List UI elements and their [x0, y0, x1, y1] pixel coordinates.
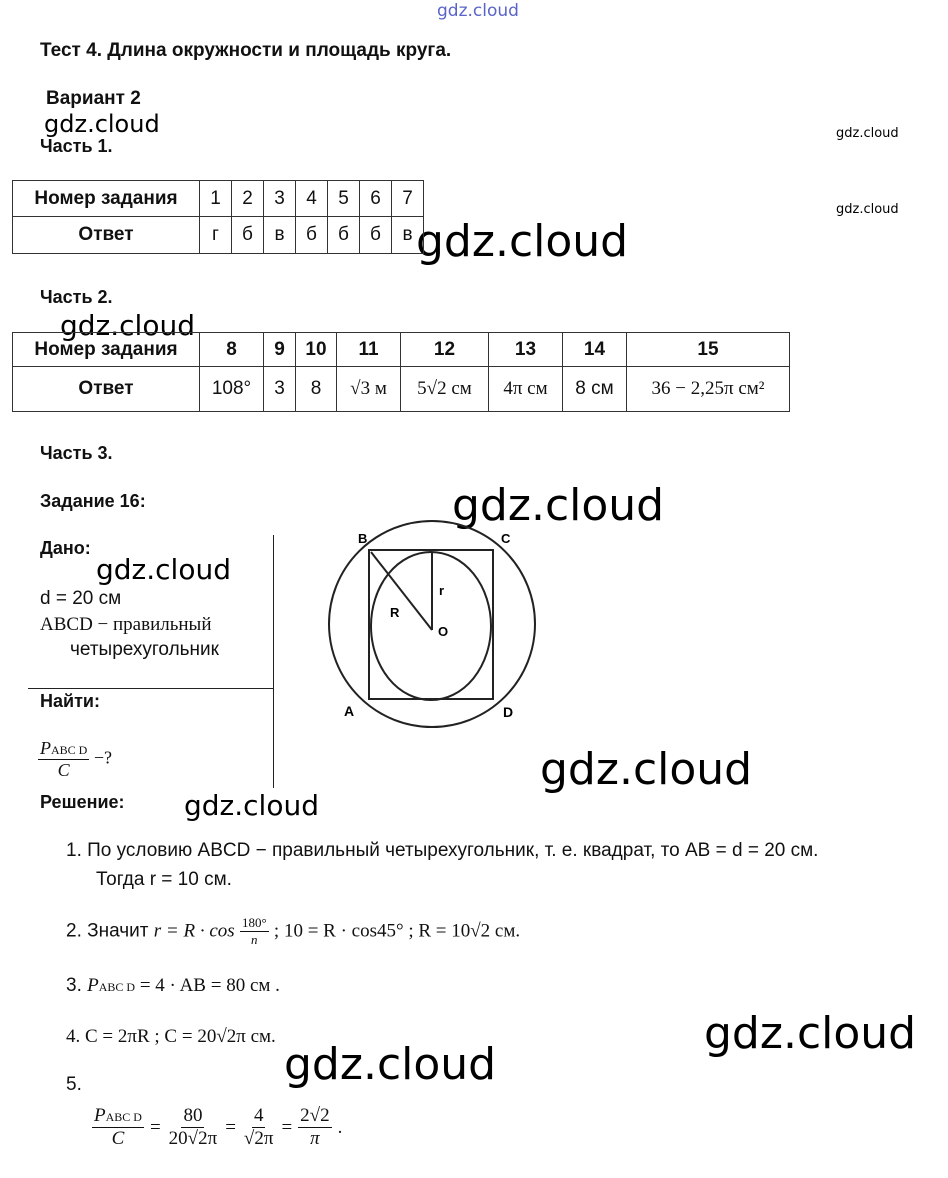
step-5-end: .	[337, 1116, 343, 1138]
watermark: gdz.cloud	[44, 110, 160, 138]
task-number: 14	[563, 333, 627, 367]
task-number: 12	[401, 333, 489, 367]
label-r: r	[439, 583, 445, 598]
task-number: 3	[264, 181, 296, 217]
task-number: 15	[627, 333, 790, 367]
task-number: 4	[296, 181, 328, 217]
label-b: B	[358, 531, 368, 546]
watermark: gdz.cloud	[184, 789, 319, 822]
part1-heading: Часть 1.	[40, 136, 113, 156]
step-2-frac-num: 180°	[241, 915, 267, 930]
label-a: A	[344, 703, 355, 719]
answer-cell: 8	[296, 367, 337, 412]
page-title: Тест 4. Длина окружности и площадь круга.	[40, 40, 452, 61]
task-number: 5	[328, 181, 360, 217]
step-2-formula-b: ; 10 = R · cos45° ; R = 10√2 см.	[273, 920, 521, 942]
watermark: gdz.cloud	[704, 1008, 917, 1059]
answer-cell: 8 см	[563, 367, 627, 412]
task-number: 13	[489, 333, 563, 367]
variant-label: Вариант 2	[46, 88, 141, 109]
answer-row	[13, 217, 424, 254]
given-shape-cont: четырехугольник	[70, 639, 219, 660]
vertical-divider	[273, 535, 274, 788]
watermark: gdz.cloud	[96, 553, 231, 586]
part2-table	[12, 332, 790, 412]
watermark: gdz.cloud	[416, 216, 629, 267]
label-R: R	[390, 605, 400, 620]
answer-row-label: Ответ	[13, 217, 200, 254]
solution-heading: Решение:	[40, 792, 125, 812]
task-row-label: Номер задания	[13, 333, 200, 367]
answer-cell: в	[264, 217, 296, 254]
given-shape	[40, 614, 212, 636]
solution-step-5-prefix: 5.	[66, 1074, 82, 1095]
answer-cell: 36 − 2,25π см²	[627, 367, 790, 412]
answer-cell: 5√2 см	[401, 367, 489, 412]
task-number: 9	[264, 333, 296, 367]
task-number: 11	[337, 333, 401, 367]
answer-cell: г	[200, 217, 232, 254]
step-5-f2-den: 20√2π	[168, 1128, 218, 1149]
answer-cell: в	[392, 217, 424, 254]
watermark: gdz.cloud	[452, 480, 665, 531]
step-5-f1-den: C	[111, 1128, 125, 1149]
radius-R-line	[371, 552, 432, 630]
answer-cell: √3 м	[337, 367, 401, 412]
answer-row-label: Ответ	[13, 367, 200, 412]
task-number: 10	[296, 333, 337, 367]
solution-step-3	[66, 975, 280, 997]
answer-cell: б	[360, 217, 392, 254]
task-row	[13, 333, 790, 367]
watermark: gdz.cloud	[540, 744, 753, 795]
task-number: 6	[360, 181, 392, 217]
task-number: 8	[200, 333, 264, 367]
part1-table	[12, 180, 424, 254]
watermark-top: gdz.cloud	[437, 1, 519, 21]
step-2-formula-a: r = R · cos	[153, 920, 235, 942]
task-number: 2	[232, 181, 264, 217]
answer-cell: б	[296, 217, 328, 254]
step-5-eq: =	[149, 1116, 161, 1138]
answer-cell: 3	[264, 367, 296, 412]
given-heading: Дано:	[40, 538, 91, 558]
task-number: 1	[200, 181, 232, 217]
step-5-f3-num: 4	[253, 1105, 264, 1126]
task-number: 7	[392, 181, 424, 217]
solution-step-1: 1. По условию ABCD − правильный четырехугольник, т. е. квадрат, то AB = d = 20 см.	[66, 840, 819, 861]
find-suffix: −?	[93, 747, 112, 768]
answer-row	[13, 367, 790, 412]
step-5-f1-sub: ABC D	[105, 1110, 142, 1124]
solution-step-4: 4. C = 2πR ; C = 20√2π см.	[66, 1026, 276, 1047]
label-c: C	[501, 531, 511, 546]
given-diameter: d = 20 см	[40, 588, 122, 609]
watermark: gdz.cloud	[836, 202, 899, 217]
find-den: C	[57, 760, 70, 780]
part3-heading: Часть 3.	[40, 443, 113, 463]
step-3-prefix: 3.	[66, 975, 82, 996]
step-2-frac-den: n	[251, 932, 258, 947]
part2-heading: Часть 2.	[40, 287, 113, 307]
watermark: gdz.cloud	[60, 309, 195, 342]
task-row	[13, 181, 424, 217]
geometry-figure	[320, 520, 550, 730]
find-num: P	[40, 738, 51, 758]
step-5-f3-den: √2π	[243, 1128, 274, 1149]
step-5-f4-num: 2√2	[300, 1105, 330, 1126]
find-expression	[38, 738, 112, 781]
solution-step-2	[66, 915, 520, 948]
horizontal-divider	[28, 688, 274, 689]
given-shape-text: ABCD − правильный	[40, 614, 212, 635]
answer-cell: 108°	[200, 367, 264, 412]
solution-step-5	[92, 1105, 342, 1150]
step-5-eq: =	[225, 1116, 236, 1138]
step-2-prefix: 2. Значит	[66, 920, 149, 942]
step-3-sub: ABC D	[98, 980, 136, 994]
find-heading: Найти:	[40, 691, 100, 711]
watermark: gdz.cloud	[836, 126, 899, 141]
answer-cell: б	[232, 217, 264, 254]
task-16-heading: Задание 16:	[40, 491, 146, 511]
step-5-f4-den: π	[310, 1128, 320, 1149]
step-3-p: P	[87, 975, 99, 996]
answer-cell: 4π см	[489, 367, 563, 412]
answer-cell: б	[328, 217, 360, 254]
label-o: O	[438, 624, 449, 639]
step-5-f1-num: P	[94, 1105, 106, 1126]
step-5-f2-num: 80	[183, 1105, 203, 1126]
solution-step-1-cont: Тогда r = 10 см.	[96, 869, 232, 890]
label-d: D	[503, 704, 514, 720]
step-3-rest: = 4 · AB = 80 см .	[135, 975, 280, 996]
watermark: gdz.cloud	[284, 1039, 497, 1090]
find-sub: ABC D	[51, 743, 88, 757]
step-5-eq: =	[281, 1116, 293, 1138]
task-row-label: Номер задания	[13, 181, 200, 217]
